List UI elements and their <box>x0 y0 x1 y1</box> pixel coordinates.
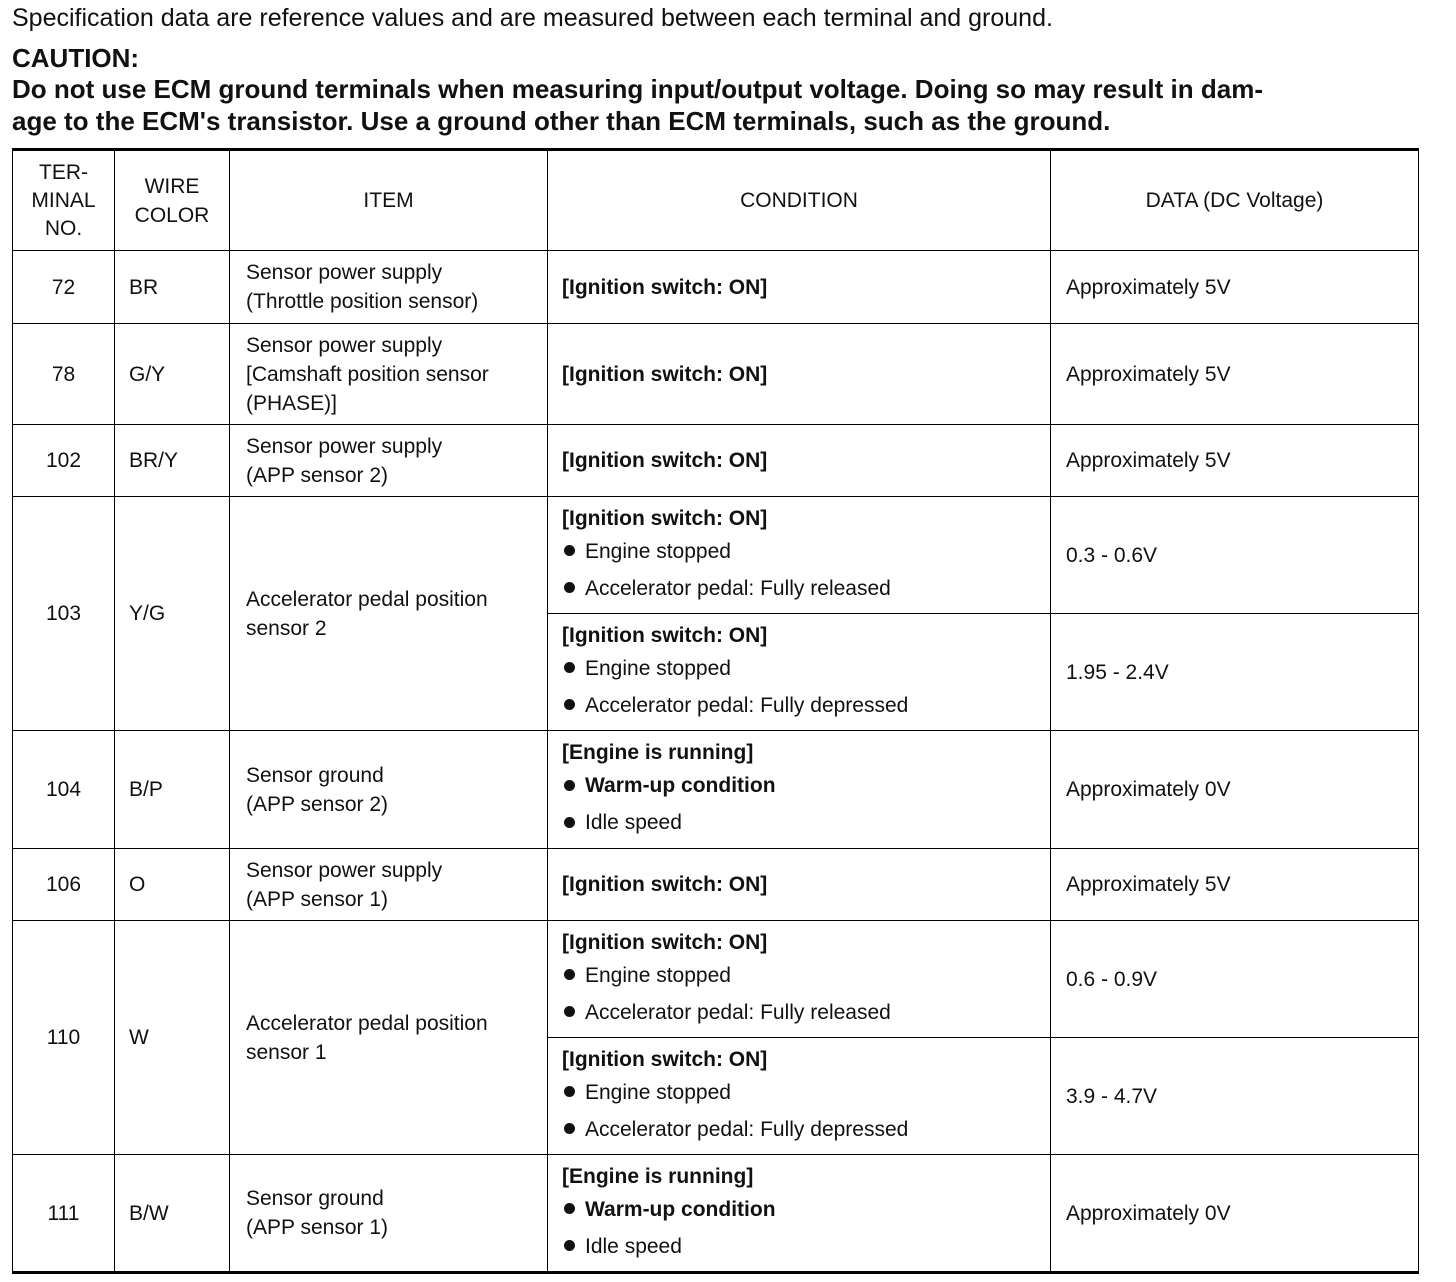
condition-cell <box>548 921 1051 1038</box>
condition-heading: [Engine is running] <box>562 1164 754 1188</box>
condition-bullet <box>562 1074 1036 1111</box>
condition-heading: [Ignition switch: ON] <box>562 873 768 896</box>
table-row <box>13 324 1419 425</box>
condition-bullet-text: Accelerator pedal: Fully depressed <box>585 1117 909 1141</box>
terminal-no-cell: 104 <box>13 731 115 849</box>
item-line: (APP sensor 2) <box>246 792 389 816</box>
condition-heading: [Engine is running] <box>562 741 754 764</box>
bullet-dot-icon <box>564 1006 575 1017</box>
caution-line-1: Do not use ECM ground terminals when measuring input/output voltage. Doing so may result in dam- <box>12 74 1263 104</box>
condition-bullet <box>562 650 1036 687</box>
header-condition: CONDITION <box>548 150 1051 251</box>
bullet-dot-icon <box>564 662 575 673</box>
condition-heading: [Ignition switch: ON] <box>562 1047 768 1071</box>
header-terminal-line: TER- <box>39 160 88 184</box>
table-body <box>13 251 1419 1273</box>
condition-bullet-text: Idle speed <box>585 1234 682 1258</box>
condition-bullet <box>562 1228 1036 1265</box>
condition-heading: [Ignition switch: ON] <box>562 506 768 530</box>
item-line: Accelerator pedal position <box>246 587 488 611</box>
condition-bullet-text: Engine stopped <box>585 963 731 987</box>
caution-line-2: age to the ECM's transistor. Use a ground other than ECM terminals, such as the ground. <box>12 106 1111 136</box>
item-cell <box>230 251 548 324</box>
item-line: Sensor power supply <box>246 434 443 458</box>
terminal-no-cell: 111 <box>13 1155 115 1273</box>
table-row <box>13 497 1419 614</box>
dc-voltage-cell: Approximately 5V <box>1051 251 1419 324</box>
item-line: [Camshaft position sensor <box>246 362 489 386</box>
table-header-row <box>13 150 1419 251</box>
terminal-no-cell: 72 <box>13 251 115 324</box>
dc-voltage-cell: 0.6 - 0.9V <box>1051 921 1419 1038</box>
header-terminal-line: NO. <box>44 216 83 240</box>
condition-bullet <box>562 1191 1036 1228</box>
condition-bullet-text: Warm-up condition <box>585 1197 776 1221</box>
table-row <box>13 921 1419 1038</box>
bullet-dot-icon <box>564 1123 575 1134</box>
terminal-no-cell: 102 <box>13 425 115 497</box>
item-line: Sensor ground <box>246 763 384 787</box>
item-line: (Throttle position sensor) <box>246 290 479 313</box>
wire-color-cell: B/W <box>115 1155 230 1273</box>
condition-bullet-text: Idle speed <box>585 811 682 834</box>
condition-bullet-text: Engine stopped <box>585 539 731 563</box>
terminal-spec-table-wrap <box>12 148 1418 1274</box>
condition-bullet-text: Accelerator pedal: Fully released <box>585 576 891 600</box>
condition-bullet <box>562 994 1036 1031</box>
terminal-no-cell: 106 <box>13 849 115 921</box>
condition-cell <box>548 731 1051 849</box>
header-wire-line: WIRE <box>144 174 200 198</box>
condition-cell <box>548 614 1051 731</box>
header-item: ITEM <box>230 150 548 251</box>
header-wire-line: COLOR <box>134 203 210 227</box>
condition-cell <box>548 497 1051 614</box>
bullet-dot-icon <box>564 545 575 556</box>
header-terminal-line: MINAL <box>31 188 96 212</box>
dc-voltage-cell: Approximately 0V <box>1051 1155 1419 1273</box>
condition-bullet-text: Accelerator pedal: Fully released <box>585 1000 891 1024</box>
item-line: Sensor ground <box>246 1187 384 1210</box>
bullet-dot-icon <box>564 1203 575 1214</box>
item-line: (APP sensor 1) <box>246 887 389 911</box>
header-terminal-no <box>13 150 115 251</box>
header-data: DATA (DC Voltage) <box>1051 150 1419 251</box>
table-row <box>13 425 1419 497</box>
spec-intro-text: Specification data are reference values and are measured between each terminal and ground. <box>12 4 1053 32</box>
bullet-dot-icon <box>564 817 575 828</box>
caution-body <box>12 73 1422 137</box>
item-line: sensor 1 <box>246 1040 327 1064</box>
item-line: Sensor power supply <box>246 333 443 357</box>
item-cell <box>230 921 548 1155</box>
wire-color-cell: BR <box>115 251 230 324</box>
dc-voltage-cell: Approximately 5V <box>1051 425 1419 497</box>
table-row <box>13 731 1419 849</box>
bullet-dot-icon <box>564 1086 575 1097</box>
caution-title: CAUTION: <box>12 43 140 73</box>
dc-voltage-cell: Approximately 5V <box>1051 849 1419 921</box>
item-cell <box>230 425 548 497</box>
condition-cell <box>548 324 1051 425</box>
item-line: (APP sensor 2) <box>246 463 389 487</box>
condition-heading: [Ignition switch: ON] <box>562 623 768 647</box>
bullet-dot-icon <box>564 582 575 593</box>
condition-cell <box>548 425 1051 497</box>
condition-bullet <box>562 1111 1036 1148</box>
bullet-dot-icon <box>564 699 575 710</box>
wire-color-cell: B/P <box>115 731 230 849</box>
item-cell <box>230 324 548 425</box>
condition-cell <box>548 1038 1051 1155</box>
condition-bullet <box>562 533 1036 570</box>
wire-color-cell: Y/G <box>115 497 230 731</box>
bullet-dot-icon <box>564 1240 575 1251</box>
condition-cell <box>548 849 1051 921</box>
condition-cell <box>548 251 1051 324</box>
dc-voltage-cell: 3.9 - 4.7V <box>1051 1038 1419 1155</box>
item-cell <box>230 1155 548 1273</box>
condition-bullet <box>562 767 1036 804</box>
item-line: Sensor power supply <box>246 261 443 284</box>
wire-color-cell: W <box>115 921 230 1155</box>
bullet-dot-icon <box>564 780 575 791</box>
condition-heading: [Ignition switch: ON] <box>562 275 768 299</box>
wire-color-cell: O <box>115 849 230 921</box>
condition-bullet <box>562 804 1036 841</box>
item-line: (PHASE)] <box>246 391 338 415</box>
condition-bullet-text: Engine stopped <box>585 656 731 680</box>
condition-cell <box>548 1155 1051 1273</box>
wire-color-cell: G/Y <box>115 324 230 425</box>
terminal-no-cell: 103 <box>13 497 115 731</box>
table-row <box>13 251 1419 324</box>
header-wire-color <box>115 150 230 251</box>
item-cell <box>230 497 548 731</box>
item-cell <box>230 731 548 849</box>
terminal-spec-table <box>12 148 1419 1274</box>
condition-bullet <box>562 570 1036 607</box>
item-line: sensor 2 <box>246 616 327 640</box>
dc-voltage-cell: Approximately 0V <box>1051 731 1419 849</box>
condition-bullet <box>562 687 1036 724</box>
condition-bullet-text: Warm-up condition <box>585 774 776 797</box>
dc-voltage-cell: 0.3 - 0.6V <box>1051 497 1419 614</box>
condition-bullet <box>562 957 1036 994</box>
item-line: Accelerator pedal position <box>246 1011 488 1035</box>
dc-voltage-cell: 1.95 - 2.4V <box>1051 614 1419 731</box>
condition-bullet-text: Engine stopped <box>585 1080 731 1104</box>
table-row <box>13 849 1419 921</box>
condition-bullet-text: Accelerator pedal: Fully depressed <box>585 693 909 717</box>
item-cell <box>230 849 548 921</box>
condition-heading: [Ignition switch: ON] <box>562 449 768 472</box>
dc-voltage-cell: Approximately 5V <box>1051 324 1419 425</box>
item-line: Sensor power supply <box>246 858 443 882</box>
terminal-no-cell: 78 <box>13 324 115 425</box>
condition-heading: [Ignition switch: ON] <box>562 930 768 954</box>
table-row <box>13 1155 1419 1273</box>
item-line: (APP sensor 1) <box>246 1216 389 1239</box>
terminal-no-cell: 110 <box>13 921 115 1155</box>
condition-heading: [Ignition switch: ON] <box>562 362 768 386</box>
wire-color-cell: BR/Y <box>115 425 230 497</box>
bullet-dot-icon <box>564 969 575 980</box>
